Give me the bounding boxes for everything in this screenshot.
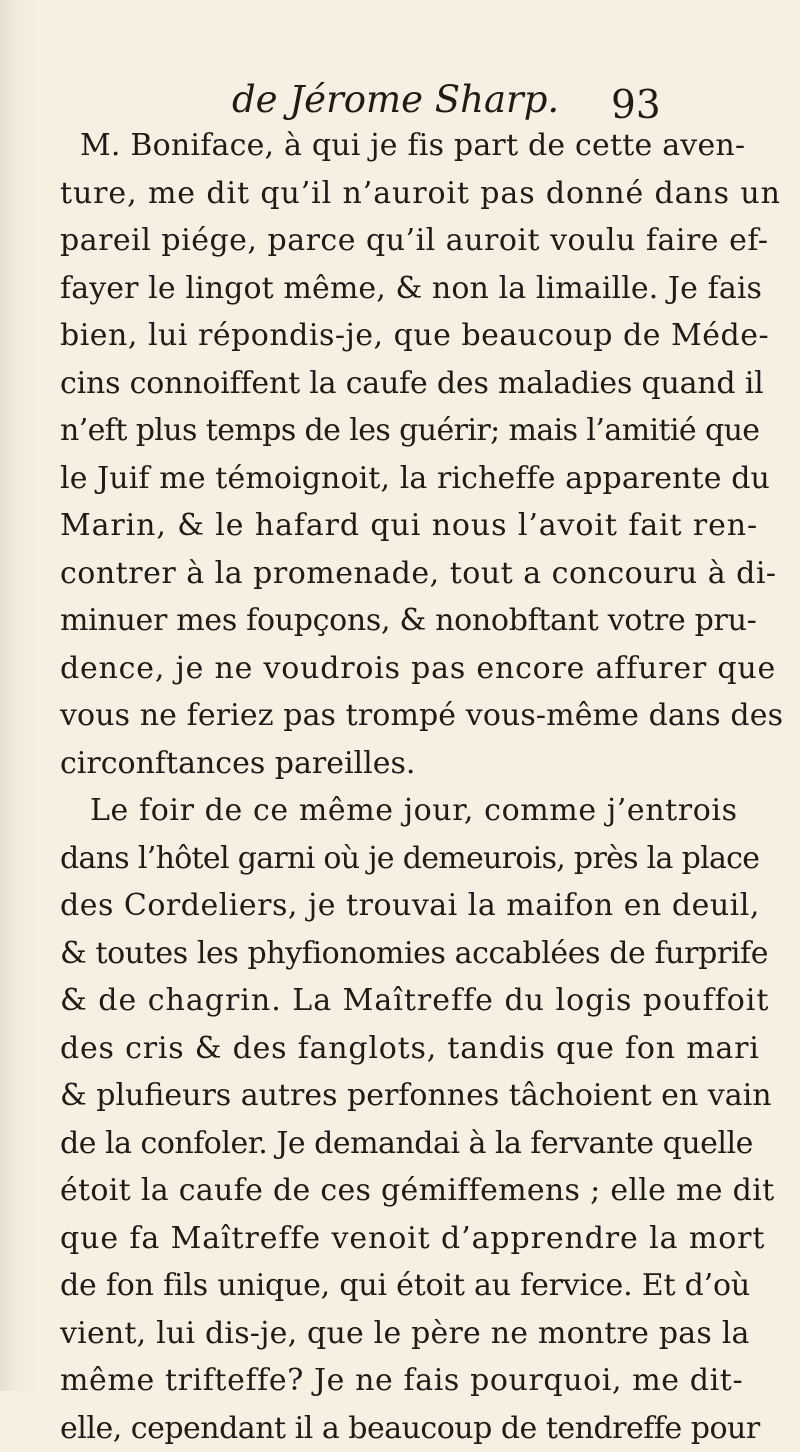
text-line: dence, je ne voudrois pas encore affurer que bbox=[60, 645, 738, 693]
text-line: & plufieurs autres perfonnes tâchoient en vain bbox=[60, 1072, 738, 1120]
page-header bbox=[0, 58, 800, 118]
text-line: contrer à la promenade, tout a concouru à di- bbox=[60, 550, 738, 598]
text-line: vous ne feriez pas trompé vous-même dans des bbox=[60, 692, 738, 740]
text-line: le Juif me témoignoit, la richeffe apparente du bbox=[60, 455, 738, 503]
text-line: de fon fils unique, qui étoit au fervice. Et d’où bbox=[60, 1262, 738, 1310]
page-number: 93 bbox=[611, 86, 661, 126]
text-line: dans l’hôtel garni où je demeurois, près la place bbox=[60, 835, 738, 883]
text-line: étoit la caufe de ces gémiffemens ; elle me dit bbox=[60, 1167, 738, 1215]
text-line: ture, me dit qu’il n’auroit pas donné dans un bbox=[60, 170, 738, 218]
text-line: Marin, & le hafard qui nous l’avoit fait ren- bbox=[60, 502, 738, 550]
text-line: elle, cependant il a beaucoup de tendreffe pour bbox=[60, 1405, 738, 1452]
text-line: pareil piége, parce qu’il auroit voulu faire ef- bbox=[60, 217, 738, 265]
text-line: n’eft plus temps de les guérir; mais l’amitié que bbox=[60, 407, 738, 455]
text-line: & de chagrin. La Maîtreffe du logis pouffoit bbox=[60, 977, 738, 1025]
text-line: que fa Maîtreffe venoit d’apprendre la mort bbox=[60, 1215, 738, 1263]
running-title: de Jérome Sharp. bbox=[232, 80, 559, 120]
text-line: de la confoler. Je demandai à la fervante quelle bbox=[60, 1120, 738, 1168]
text-line: fayer le lingot même, & non la limaille. Je fais bbox=[60, 265, 738, 313]
text-line: & toutes les phyfionomies accablées de furprife bbox=[60, 930, 738, 978]
text-line: cins connoiffent la caufe des maladies quand il bbox=[60, 360, 738, 408]
body-text bbox=[60, 122, 738, 1452]
text-line: Le foir de ce même jour, comme j’entrois bbox=[60, 787, 738, 835]
text-line: bien, lui répondis-je, que beaucoup de Méde- bbox=[60, 312, 738, 360]
text-line: minuer mes foupçons, & nonobftant votre pru- bbox=[60, 597, 738, 645]
text-line: des Cordeliers, je trouvai la maifon en deuil, bbox=[60, 882, 738, 930]
text-line: M. Boniface, à qui je fis part de cette aven- bbox=[60, 122, 738, 170]
text-line: des cris & des fanglots, tandis que fon mari bbox=[60, 1025, 738, 1073]
text-line: même trifteffe? Je ne fais pourquoi, me dit- bbox=[60, 1357, 738, 1405]
text-line: circonftances pareilles. bbox=[60, 740, 738, 788]
text-line: vient, lui dis-je, que le père ne montre pas la bbox=[60, 1310, 738, 1358]
